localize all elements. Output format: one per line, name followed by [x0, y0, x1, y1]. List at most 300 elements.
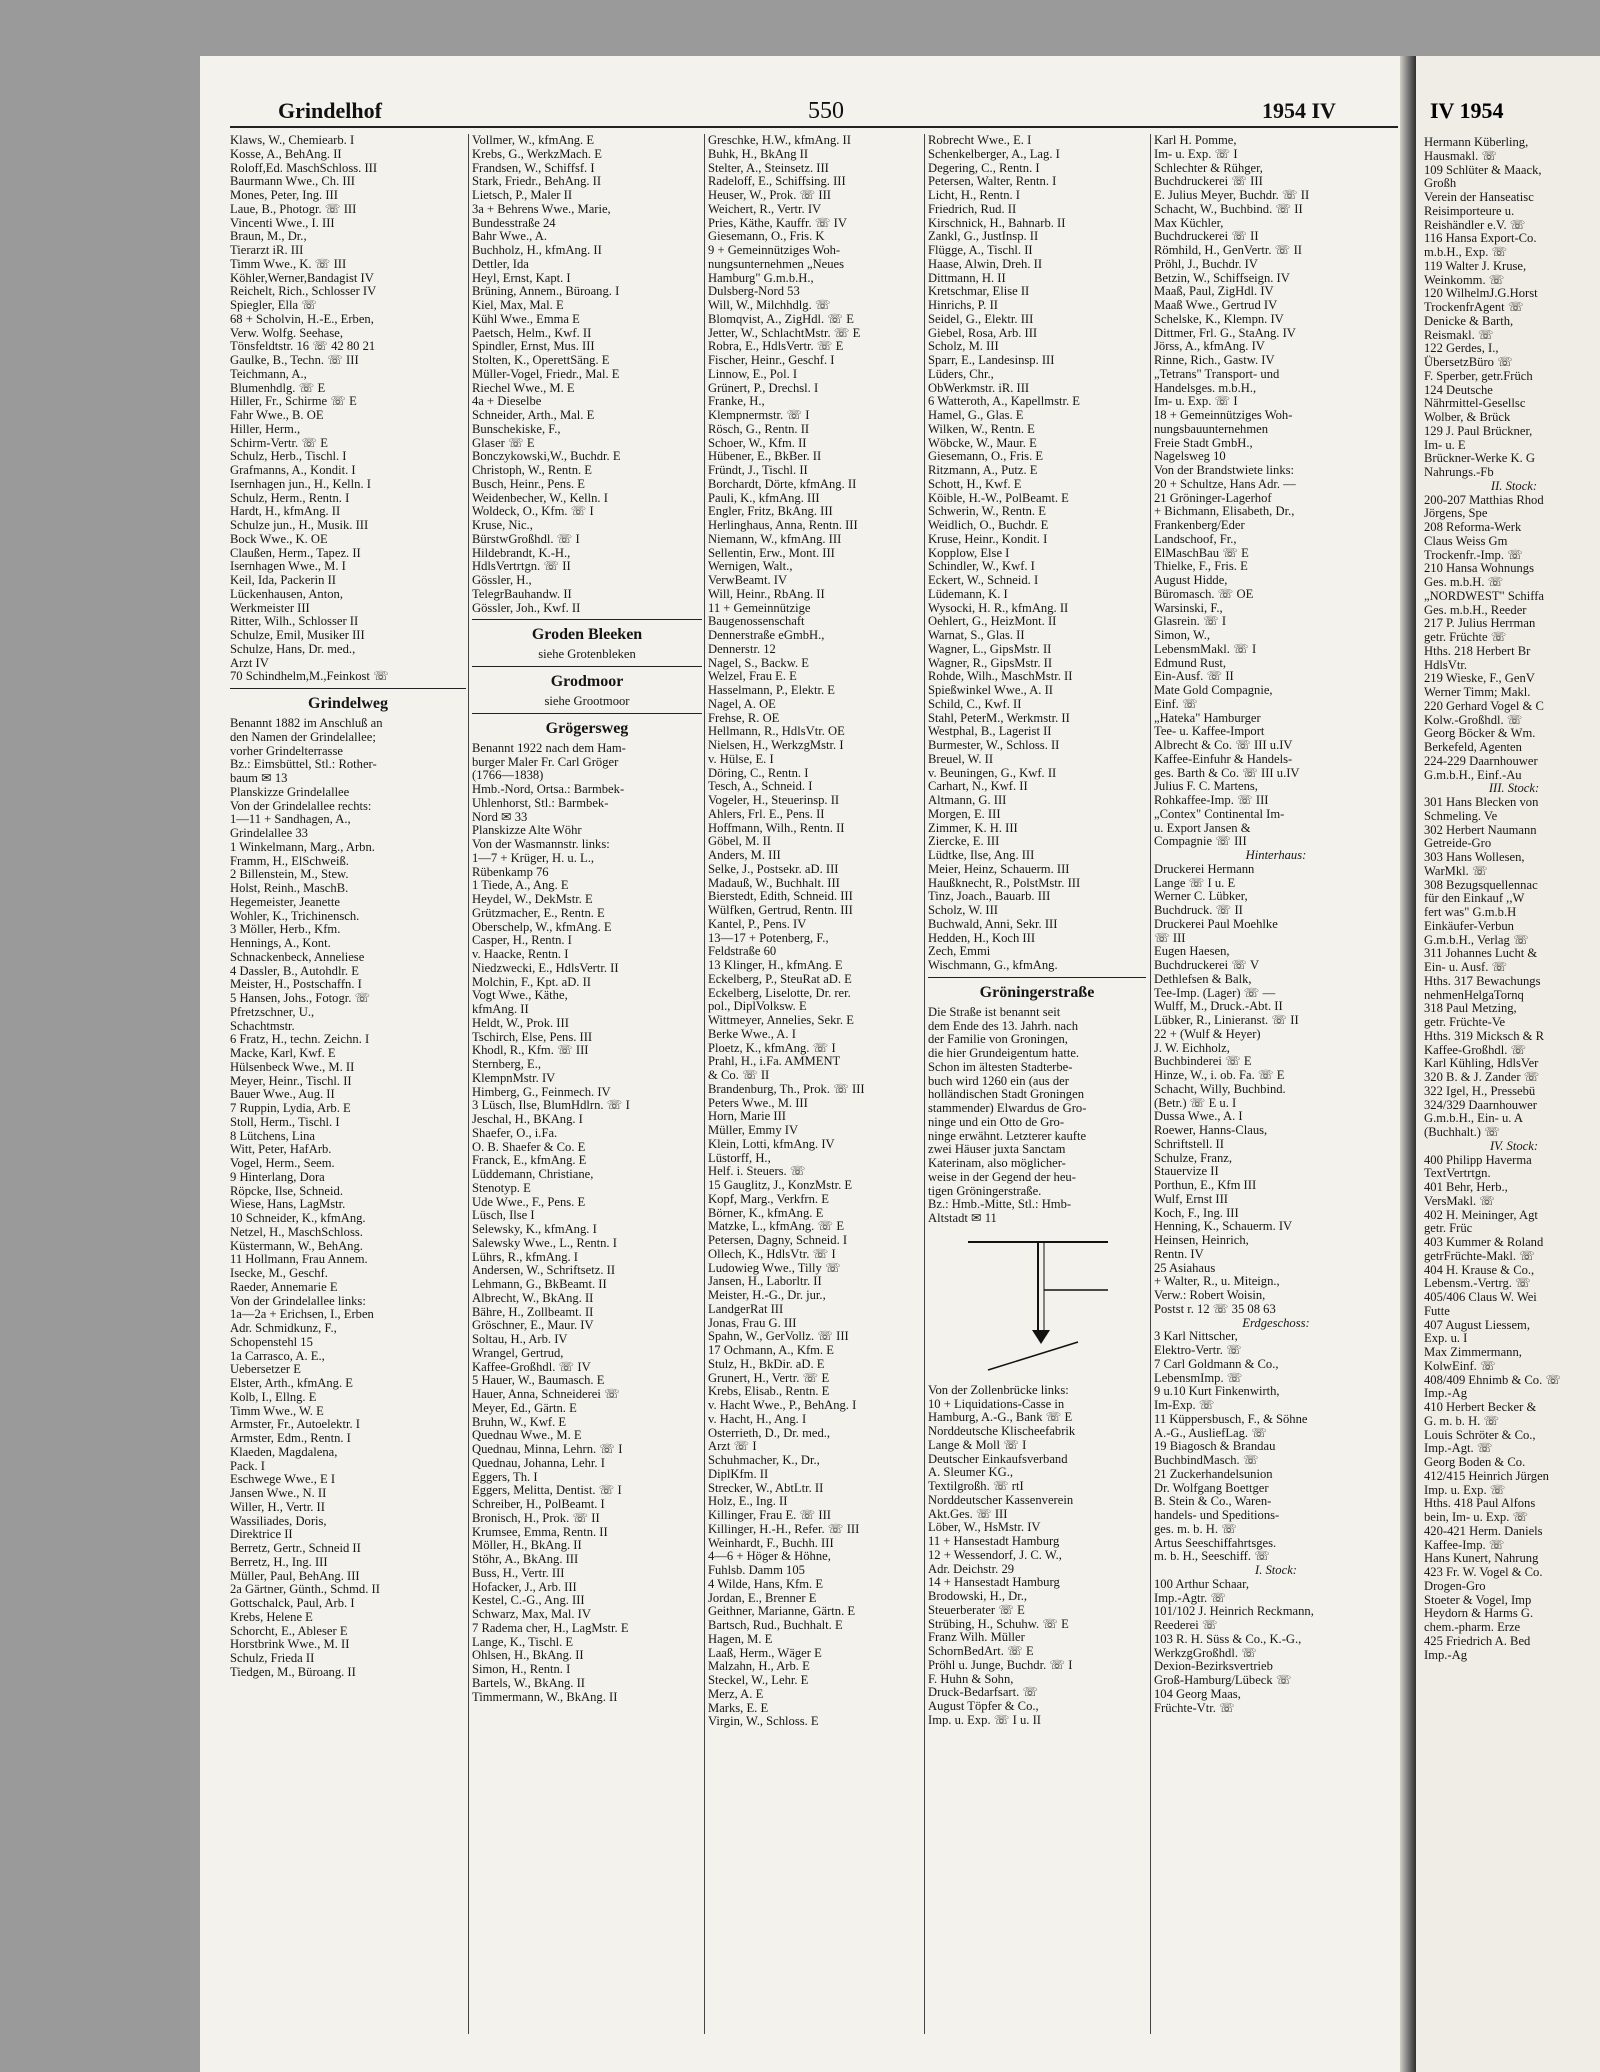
directory-entry-line: 11 Hollmann, Frau Annem.: [230, 1252, 368, 1267]
directory-entry-line: siehe Grotenbleken: [538, 647, 636, 662]
directory-entry-line: Schuhmacher, K., Dr.,: [708, 1453, 820, 1467]
directory-entry-line: Eggers, Th. I: [472, 1469, 538, 1484]
directory-entry-line: Frankenberg/Eder: [1154, 518, 1245, 532]
directory-entry-line: Müller-Vogel, Friedr., Mal. E: [472, 366, 620, 381]
directory-entry-line: HdlsVertrtgn. ☏ II: [472, 559, 571, 574]
directory-entry-line: Breuel, W. II: [928, 751, 994, 766]
directory-entry-line: Fahr Wwe., B. OE: [230, 408, 324, 422]
directory-entry-line: Imp. u. Exp. ☏: [1424, 1482, 1506, 1497]
directory-entry-line: Benannt 1922 nach dem Ham-: [472, 740, 626, 755]
directory-entry-line: Dulsberg-Nord 53: [708, 284, 800, 299]
directory-entry-line: Stolten, K., OperettSäng. E: [472, 353, 610, 367]
directory-entry-line: u. Export Jansen &: [1154, 820, 1251, 835]
directory-entry-line: Schopenstehl 15: [230, 1334, 313, 1349]
directory-entry-line: Schlechter & Rühger,: [1154, 160, 1263, 175]
directory-entry-line: Gaulke, B., Techn. ☏ III: [230, 353, 359, 367]
directory-entry-line: Feldstraße 60: [708, 944, 777, 959]
directory-entry-line: getr. Früc: [1424, 1221, 1473, 1236]
directory-entry-line: Wöbcke, W., Maur. E: [928, 435, 1037, 450]
directory-entry-line: Prahl, H., i.Fa. AMMENT: [708, 1054, 841, 1069]
directory-entry-line: II. Stock:: [1490, 478, 1538, 493]
directory-entry-line: Buchdruckerei ☏ II: [1154, 229, 1259, 244]
directory-entry-line: Werkmeister III: [230, 600, 310, 615]
directory-entry-line: Horn, Marie III: [708, 1109, 786, 1124]
directory-entry-line: Küstermann, W., BehAng.: [230, 1238, 363, 1253]
directory-entry-line: Im-Exp. ☏: [1154, 1398, 1215, 1412]
directory-entry-line: weise in der Gegend der heu-: [928, 1169, 1076, 1184]
directory-entry-line: Glaser ☏ E: [472, 435, 535, 450]
directory-entry-line: Hülsenbeck Wwe., M. II: [230, 1059, 355, 1074]
directory-entry-line: Buchdruckerei ☏ V: [1154, 958, 1260, 972]
directory-entry-line: Anders, M. III: [708, 848, 781, 862]
directory-entry-line: Meyer, Heinr., Tischl. II: [230, 1073, 352, 1088]
directory-entry-line: 3a + Behrens Wwe., Marie,: [472, 201, 611, 216]
directory-entry-line: ☏ III: [1154, 930, 1186, 945]
directory-entry-line: Raeder, Annemarie E: [230, 1279, 338, 1294]
directory-entry-line: handels- und Speditions-: [1154, 1508, 1280, 1522]
directory-entry-line: Römhild, H., GenVertr. ☏ II: [1154, 243, 1302, 257]
directory-entry-line: Berretz, H., Ing. III: [230, 1554, 328, 1569]
directory-entry-line: Burmester, W., Schloss. II: [928, 738, 1060, 752]
page-number: 550: [808, 98, 844, 124]
directory-entry-line: Khodl, R., Kfm. ☏ III: [472, 1043, 589, 1058]
directory-entry-line: Krebs, Elisab., Rentn. E: [708, 1384, 830, 1399]
directory-entry-line: 10 Schneider, K., kfmAng.: [230, 1211, 366, 1225]
directory-entry-line: Blomqvist, A., ZigHdl. ☏ E: [708, 311, 854, 326]
directory-entry-line: Ritter, Wilh., Schlosser II: [230, 614, 359, 629]
directory-entry-line: Giesemann, O., Fris. K: [708, 229, 825, 244]
directory-entry-line: zwei Häuser juxta Sanctam: [928, 1142, 1066, 1157]
directory-entry-line: Imp.-Ag: [1424, 1647, 1468, 1662]
directory-entry-line: Welzel, Frau E. E: [708, 669, 797, 684]
directory-entry-line: HdlsVtr.: [1424, 657, 1468, 672]
directory-entry-line: Tesch, A., Schneid. I: [708, 779, 813, 794]
directory-entry-line: Tee- u. Kaffee-Import: [1154, 724, 1265, 739]
directory-entry-line: Robra, E., HdlsVertr. ☏ E: [708, 339, 844, 354]
directory-entry-line: tigen Gröningerstraße.: [928, 1183, 1042, 1198]
directory-entry-line: Norddeutscher Kassenverein: [928, 1492, 1074, 1507]
directory-entry-line: m.b.H., Exp. ☏: [1424, 245, 1508, 259]
directory-entry-line: Krumsee, Emma, Rentn. II: [472, 1524, 608, 1539]
directory-entry-line: 2a Gärtner, Günth., Schmd. II: [230, 1582, 380, 1597]
directory-entry-line: Strübing, H., Schuhw. ☏ E: [928, 1616, 1069, 1631]
directory-entry-line: Isecke, M., Geschf.: [230, 1266, 328, 1280]
directory-entry-line: 120 WilhelmJ.G.Horst: [1424, 286, 1538, 301]
directory-entry-line: Schacht, Willy, Buchbind.: [1154, 1081, 1286, 1096]
directory-entry-line: Stahl, PeterM., Werkmstr. II: [928, 710, 1070, 725]
directory-entry-line: Lübker, R., Linieranst. ☏ II: [1154, 1013, 1299, 1027]
directory-entry-line: Textilgroßh. ☏ rtI: [928, 1479, 1024, 1493]
directory-entry-line: 425 Friedrich A. Bed: [1424, 1633, 1531, 1648]
directory-entry-line: Hauer, Anna, Schneiderei ☏: [472, 1387, 620, 1401]
directory-entry-line: Horstbrink Wwe., M. II: [230, 1637, 350, 1652]
directory-entry-line: Hiller, Fr., Schirme ☏ E: [230, 394, 357, 409]
directory-entry-line: Gössler, H.,: [472, 573, 532, 587]
directory-entry-line: burger Maler Fr. Carl Gröger: [472, 754, 619, 769]
directory-entry-line: Schulz, Herb., Tischl. I: [230, 449, 347, 464]
directory-entry-line: Shaefer, O., i.Fa.: [472, 1125, 558, 1140]
directory-entry-line: Schriftstell. II: [1154, 1136, 1224, 1151]
directory-entry-line: Ein-Ausf. ☏ II: [1154, 669, 1234, 684]
directory-entry-line: Morgen, E. III: [928, 806, 1001, 821]
directory-entry-line: Brüning, Annem., Büroang. I: [472, 284, 620, 299]
directory-entry-line: Max Küchler,: [1154, 215, 1224, 230]
directory-entry-line: 423 Fr. W. Vogel & Co.: [1424, 1565, 1543, 1579]
directory-entry-line: 208 Reforma-Werk: [1424, 520, 1522, 534]
directory-entry-line: Stark, Friedr., BehAng. II: [472, 174, 602, 189]
directory-entry-line: Lüders, Chr.,: [928, 366, 994, 381]
directory-entry-line: (Buchhalt.) ☏: [1424, 1125, 1500, 1139]
directory-entry-line: Spießwinkel Wwe., A. II: [928, 683, 1053, 697]
directory-entry-line: 122 Gerdes, I.,: [1424, 341, 1499, 356]
directory-entry-line: Früchte-Vtr. ☏: [1154, 1700, 1235, 1715]
directory-entry-line: Kaffee-Einfuhr & Handels-: [1154, 751, 1293, 766]
directory-entry-line: III. Stock:: [1488, 781, 1540, 796]
directory-entry-line: G.m.b.H., Ein- u. A: [1424, 1111, 1523, 1126]
directory-entry-line: 18 + Gemeinnütziges Woh-: [1154, 408, 1293, 422]
directory-entry-line: ElMaschBau ☏ E: [1154, 545, 1249, 560]
directory-entry-line: Georg Böcker & Wm.: [1424, 726, 1536, 741]
book-gutter: [1400, 56, 1416, 2072]
directory-entry-line: 1a—2a + Erichsen, I., Erben: [230, 1307, 374, 1322]
directory-entry-line: Kopplow, Else I: [928, 545, 1010, 560]
directory-entry-line: Hedden, H., Koch III: [928, 930, 1036, 945]
directory-entry-line: 324/329 Daarnhouwer: [1424, 1097, 1537, 1112]
directory-entry-line: Hinterhaus:: [1245, 848, 1307, 862]
directory-entry-line: Albrecht, W., BkAng. II: [472, 1290, 594, 1305]
directory-entry-line: Meier, Heinz, Schauerm. III: [928, 861, 1070, 876]
directory-entry-line: v. Beuningen, G., Kwf. II: [928, 765, 1057, 780]
directory-entry-line: 14 + Hansestadt Hamburg: [928, 1575, 1060, 1590]
directory-entry-line: I. Stock:: [1255, 1563, 1297, 1577]
directory-entry-line: Nahrungs.-Fb: [1424, 465, 1494, 479]
directory-entry-line: Bronisch, H., Prok. ☏ II: [472, 1510, 600, 1525]
column-divider: [1150, 134, 1151, 2034]
directory-entry-line: Heydorn & Harms G.: [1424, 1606, 1534, 1621]
directory-entry-line: Schacht, W., Buchbind. ☏ II: [1154, 201, 1303, 216]
directory-entry-line: Vincenti Wwe., I. III: [230, 215, 335, 230]
directory-entry-line: TextVertrtgn.: [1424, 1166, 1491, 1181]
directory-entry-line: 119 Walter J. Kruse,: [1424, 258, 1527, 273]
directory-entry-line: 1 Winkelmann, Marg., Arbn.: [230, 839, 375, 854]
directory-entry-line: 101/102 J. Heinrich Reckmann,: [1154, 1604, 1314, 1619]
directory-entry-line: Lehmann, G., BkBeamt. II: [472, 1277, 607, 1291]
directory-entry-line: Döring, C., Rentn. I: [708, 765, 809, 780]
column-divider: [468, 134, 469, 2034]
directory-entry-line: Heinsen, Heinrich,: [1154, 1233, 1249, 1247]
directory-entry-line: Matzke, L., kfmAng. ☏ E: [708, 1219, 845, 1234]
directory-entry-line: Von der Grindelallee rechts:: [230, 798, 372, 813]
directory-entry-line: Ploetz, K., kfmAng. ☏ I: [708, 1040, 836, 1055]
directory-entry-line: nehmenHelgaTornq: [1424, 987, 1524, 1002]
directory-entry-line: Schachtmstr.: [230, 1018, 295, 1033]
directory-entry-line: siehe Grootmoor: [544, 694, 630, 708]
directory-entry-line: Bartsch, Rud., Buchhalt. E: [708, 1618, 843, 1632]
directory-entry-line: LandgerRat III: [708, 1301, 784, 1316]
directory-entry-line: Bauer Wwe., Aug. II: [230, 1087, 335, 1102]
directory-entry-line: Scholz, W. III: [928, 903, 998, 917]
directory-entry-line: 17 Ochmann, A., Kfm. E: [708, 1343, 834, 1357]
directory-entry-line: 11 + Hansestadt Hamburg: [928, 1534, 1060, 1548]
directory-entry-line: Meyer, Ed., Gärtn. E: [472, 1400, 577, 1415]
directory-entry-line: Sparr, E., Landesinsp. III: [928, 353, 1055, 367]
street-heading-grindelweg: Grindelweg: [230, 688, 466, 715]
directory-entry-line: Landschoof, Fr.,: [1154, 531, 1237, 546]
directory-entry-line: Reisimporteure u.: [1424, 203, 1515, 218]
directory-entry-line: 401 Behr, Herb.,: [1424, 1180, 1508, 1194]
directory-entry-line: Zech, Emmi: [928, 944, 991, 959]
directory-entry-line: Jonas, Frau G. III: [708, 1315, 797, 1330]
directory-entry-line: Grafmanns, A., Kondit. I: [230, 463, 356, 477]
directory-entry-line: Maaß, Paul, ZigHdl. IV: [1154, 284, 1274, 299]
directory-entry-line: Bundesstraße 24: [472, 215, 556, 230]
directory-entry-line: Haase, Alwin, Dreh. II: [928, 256, 1043, 271]
directory-entry-line: Flügge, A., Tischl. II: [928, 243, 1033, 257]
directory-entry-line: Erdgeschoss:: [1242, 1315, 1310, 1330]
directory-entry-line: Koch, F., Ing. III: [1154, 1205, 1239, 1220]
groningerstrasse-entries-cont: [1154, 134, 1398, 1715]
directory-entry-line: 21 Zuckerhandelsunion: [1154, 1466, 1273, 1481]
directory-entry-line: BürstwGroßhdl. ☏ I: [472, 531, 580, 546]
directory-entry-line: Schulze, Franz,: [1154, 1150, 1232, 1165]
directory-entry-line: Kolb, I., Ellng. E: [230, 1389, 317, 1404]
directory-entry-line: Seidel, G., Elektr. III: [928, 311, 1034, 326]
directory-entry-line: Henning, K., Schauerm. IV: [1154, 1219, 1293, 1234]
directory-entry-line: Spindler, Ernst, Mus. III: [472, 339, 595, 354]
directory-entry-line: Arzt IV: [230, 655, 269, 670]
directory-entry-line: Im- u. E: [1424, 437, 1466, 452]
directory-entry-line: nungsbauunternehmen: [1154, 421, 1269, 436]
directory-entry-line: Werner Timm; Makl.: [1424, 685, 1531, 699]
directory-entry-line: Kiel, Max, Mal. E: [472, 298, 564, 312]
directory-entry-line: Lietsch, P., Maler II: [472, 188, 573, 202]
directory-entry-line: (Betr.) ☏ E u. I: [1154, 1095, 1237, 1110]
directory-entry-line: der Familie von Groningen,: [928, 1032, 1068, 1047]
directory-entry-line: Eckert, W., Schneid. I: [928, 573, 1039, 587]
directory-entry-line: Hths. 319 Micksch & R: [1424, 1028, 1544, 1043]
directory-entry-line: Soltau, H., Arb. IV: [472, 1332, 568, 1346]
directory-entry-line: Ritzmann, A., Putz. E: [928, 463, 1038, 477]
directory-entry-line: Schenkelberger, A., Lag. I: [928, 146, 1060, 161]
directory-entry-line: vorher Grindelterrasse: [230, 743, 343, 758]
directory-entry-line: Warnat, S., Glas. II: [928, 628, 1025, 642]
directory-entry-line: buch wird 1260 ein (aus der: [928, 1073, 1069, 1088]
directory-entry-line: Baugenossenschaft: [708, 614, 805, 629]
groningerstrasse-entries: [928, 1384, 1146, 1728]
directory-entry-line: Niemann, W., kfmAng. III: [708, 531, 842, 546]
directory-entry-line: Eckelberg, Liselotte, Dr. rer.: [708, 985, 851, 1000]
directory-entry-line: Fischer, Heinr., Geschf. I: [708, 353, 835, 367]
directory-entry-line: Schnackenbeck, Anneliese: [230, 949, 365, 964]
column-2: [472, 134, 702, 2064]
directory-entry-line: Timm Wwe., W. E: [230, 1403, 324, 1418]
directory-entry-line: Louis Schröter & Co.,: [1424, 1427, 1536, 1442]
directory-entry-line: Verw.: Robert Woisin,: [1154, 1288, 1266, 1302]
directory-entry-line: für den Einkauf ,,W: [1424, 891, 1525, 906]
directory-entry-line: Elektro-Vertr. ☏: [1154, 1343, 1242, 1357]
directory-entry-line: Lüdemann, K. I: [928, 586, 1008, 601]
groningerstrasse-description: [928, 1006, 1146, 1226]
directory-entry-line: Salewsky Wwe., L., Rentn. I: [472, 1235, 617, 1250]
directory-entry-line: Heldt, W., Prok. III: [472, 1015, 569, 1030]
directory-entry-line: 311 Johannes Lucht &: [1424, 946, 1538, 961]
directory-entry-line: Nährmittel-Gesellsc: [1424, 396, 1526, 411]
directory-entry-line: 403 Kummer & Roland: [1424, 1235, 1544, 1249]
directory-entry-line: TrockenfrAgent ☏: [1424, 300, 1524, 314]
directory-entry-line: m. b. H., Seeschiff. ☏: [1154, 1549, 1270, 1564]
directory-entry-line: Schneider, Arth., Mal. E: [472, 408, 595, 422]
directory-entry-line: 7 Ruppin, Lydia, Arb. E: [230, 1101, 351, 1115]
directory-entry-line: ObWerkmstr. iR. III: [928, 380, 1030, 395]
directory-entry-line: Selke, J., Postsekr. aD. III: [708, 861, 839, 876]
directory-entry-line: J. W. Eichholz,: [1154, 1040, 1230, 1055]
column-1: [230, 134, 466, 2064]
directory-entry-line: 404 H. Krause & Co.,: [1424, 1262, 1535, 1277]
directory-entry-line: Will, Heinr., RbAng. II: [708, 586, 825, 601]
directory-entry-line: 25 Asiahaus: [1154, 1260, 1216, 1275]
directory-entry-line: Köible, H.-W., PolBeamt. E: [928, 490, 1069, 505]
directory-entry-line: Freie Stadt GmbH.,: [1154, 435, 1253, 450]
directory-entry-line: 318 Paul Metzing,: [1424, 1001, 1517, 1016]
directory-entry-line: Lüddemann, Christiane,: [472, 1167, 594, 1181]
directory-entry-line: Kosse, A., BehAng. II: [230, 146, 342, 161]
directory-entry-line: 1—7 + Krüger, H. u. L.,: [472, 850, 595, 865]
directory-entry-line: Borchardt, Dörte, kfmAng. II: [708, 476, 857, 491]
directory-entry-line: Bunschekiske, F.,: [472, 421, 561, 436]
directory-entry-line: Buchdruck. ☏ II: [1154, 903, 1243, 917]
directory-entry-line: 200-207 Matthias Rhod: [1424, 492, 1544, 507]
directory-entry-line: Sellentin, Erw., Mont. III: [708, 545, 835, 560]
directory-entry-line: Riechel Wwe., M. E: [472, 380, 575, 395]
directory-entry-line: Im- u. Exp. ☏ I: [1154, 394, 1238, 409]
directory-entry-line: 402 H. Meininger, Agt: [1424, 1207, 1538, 1222]
directory-entry-line: Buss, H., Vertr. III: [472, 1565, 565, 1580]
directory-entry-line: Heydel, W., DekMstr. E: [472, 892, 593, 906]
directory-entry-line: Steckel, W., Lehr. E: [708, 1673, 809, 1687]
directory-entry-line: Imp. u. Exp. ☏ I u. II: [928, 1712, 1041, 1727]
directory-entry-line: Schulz, Frieda II: [230, 1651, 315, 1665]
directory-entry-line: Holst, Reinh., MaschB.: [230, 881, 349, 895]
directory-entry-line: Meister, H., Postschaffn. I: [230, 977, 362, 992]
directory-entry-line: Brodowski, H., Dr.,: [928, 1589, 1028, 1603]
directory-entry-line: Greschke, H.W., kfmAng. II: [708, 134, 851, 147]
directory-entry-line: Nord ✉ 33: [472, 809, 528, 824]
directory-entry-line: Köhler,Werner,Bandagist IV: [230, 270, 374, 285]
directory-entry-line: 400 Philipp Haverma: [1424, 1152, 1532, 1167]
directory-entry-line: Lüsch, Ilse I: [472, 1208, 535, 1223]
directory-entry-line: chem.-pharm. Erze: [1424, 1620, 1521, 1634]
directory-entry-line: 302 Herbert Naumann: [1424, 822, 1537, 837]
directory-entry-line: 407 August Liessem,: [1424, 1317, 1530, 1332]
directory-entry-line: v. Hacht Wwe., P., BehAng. I: [708, 1398, 857, 1412]
directory-entry-line: Klein, Lotti, kfmAng. IV: [708, 1136, 835, 1151]
directory-entry-line: (1766—1838): [472, 768, 544, 783]
directory-entry-line: 301 Hans Blecken von: [1424, 795, 1539, 809]
directory-entry-line: 20 + Schultze, Hans Adr. —: [1154, 476, 1296, 491]
directory-entry-line: Bartels, W., BkAng. II: [472, 1675, 585, 1690]
directory-entry-line: BuchbindMasch. ☏: [1154, 1453, 1259, 1467]
page-header-street: Grindelhof: [278, 98, 382, 123]
directory-entry-line: SchornBedArt. ☏ E: [928, 1644, 1034, 1658]
directory-entry-line: 7 Radema cher, H., LagMstr. E: [472, 1620, 629, 1635]
directory-entry-line: Trockenfr.-Imp. ☏: [1424, 547, 1523, 562]
directory-entry-line: 320 B. & J. Zander ☏: [1424, 1070, 1540, 1084]
directory-entry-line: Hermann Küberling,: [1424, 136, 1529, 149]
directory-entry-line: 13—17 + Potenberg, F.,: [708, 930, 829, 945]
directory-entry-line: Brandenburg, Th., Prok. ☏ III: [708, 1081, 865, 1096]
directory-entry-line: 219 Wieske, F., GenV: [1424, 671, 1535, 686]
directory-entry-line: Marks, E. E: [708, 1700, 769, 1715]
directory-entry-line: DiplKfm. II: [708, 1466, 769, 1481]
directory-entry-line: Bruhn, W., Kwf. E: [472, 1414, 567, 1429]
directory-entry-line: Frehse, R. OE: [708, 710, 780, 725]
directory-entry-line: KolwEinf. ☏: [1424, 1358, 1496, 1373]
directory-entry-line: TelegrBauhandw. II: [472, 586, 572, 601]
directory-entry-line: F. Huhn & Sohn,: [928, 1671, 1014, 1686]
directory-entry-line: Löber, W., HsMstr. IV: [928, 1520, 1041, 1535]
directory-entry-line: Killinger, H.-H., Refer. ☏ III: [708, 1521, 860, 1536]
directory-entry-line: Simon, H., Rentn. I: [472, 1662, 571, 1676]
directory-entry-line: Stenotyp. E: [472, 1180, 531, 1195]
directory-entry-line: VersMakl. ☏: [1424, 1193, 1496, 1208]
directory-entry-line: Wülfken, Gertrud, Rentn. III: [708, 903, 853, 917]
directory-entry-line: Klaws, W., Chemiearb. I: [230, 134, 355, 147]
directory-entry-line: Eugen Haesen,: [1154, 944, 1230, 959]
directory-entry-line: Rentn. IV: [1154, 1246, 1204, 1261]
directory-entry-line: Thielke, F., Fris. E: [1154, 559, 1248, 574]
directory-entry-line: Armster, Edm., Rentn. I: [230, 1431, 351, 1445]
directory-entry-line: Jansen Wwe., N. II: [230, 1486, 327, 1500]
directory-entry-line: Hamel, G., Glas. E: [928, 408, 1024, 422]
directory-entry-line: Stelter, A., Steinsetz. III: [708, 160, 829, 175]
directory-entry-line: Schwarz, Max, Mal. IV: [472, 1607, 591, 1621]
directory-entry-line: Altmann, G. III: [928, 793, 1007, 807]
directory-entry-line: Krebs, Helene E: [230, 1609, 313, 1624]
directory-entry-line: Dexion-Bezirksvertrieb: [1154, 1659, 1273, 1674]
directory-entry-line: Hennings, A., Kont.: [230, 936, 331, 950]
directory-entry-line: Artus Seeschiffahrtsges.: [1154, 1535, 1277, 1550]
grindelhof-entries: [230, 134, 466, 684]
directory-entry-line: Wilken, W., Rentn. E: [928, 421, 1035, 436]
directory-entry-line: Imp.-Ag: [1424, 1386, 1468, 1401]
directory-entry-line: Reederei ☏: [1154, 1618, 1218, 1632]
directory-entry-line: Kruse, Heinr., Kondit. I: [928, 531, 1048, 546]
directory-entry-line: F. Sperber, getr.Früch: [1424, 368, 1533, 383]
directory-entry-line: Peters Wwe., M. III: [708, 1095, 808, 1110]
directory-entry-line: Klaeden, Magdalena,: [230, 1444, 338, 1459]
directory-entry-line: Jörss, A., kfmAng. IV: [1154, 339, 1265, 354]
directory-entry-line: 100 Arthur Schaar,: [1154, 1576, 1249, 1591]
directory-entry-line: Friedrich, Rud. II: [928, 201, 1017, 216]
directory-entry-line: 408/409 Ehnimb & Co. ☏: [1424, 1372, 1562, 1387]
directory-entry-line: Von der Brandstwiete links:: [1154, 463, 1295, 477]
directory-entry-line: Himberg, G., Feinmech. IV: [472, 1084, 611, 1099]
directory-entry-line: 13 Klinger, H., kfmAng. E: [708, 958, 843, 972]
directory-entry-line: Linnow, E., Pol. I: [708, 366, 798, 381]
directory-entry-line: Wagner, R., GipsMstr. II: [928, 655, 1053, 670]
directory-entry-line: Großh: [1424, 176, 1457, 191]
directory-entry-line: Lüstorff, H.,: [708, 1150, 771, 1165]
directory-entry-line: Buchwald, Anni, Sekr. III: [928, 916, 1058, 931]
directory-entry-line: Claus Weiss Gm: [1424, 533, 1508, 548]
directory-entry-line: Strecker, W., AbtLtr. II: [708, 1480, 824, 1495]
directory-entry-line: Buhk, H., BkAng II: [708, 146, 809, 161]
directory-entry-line: Hildebrandt, K.-H.,: [472, 545, 571, 560]
directory-entry-line: holländischen Stadt Groningen: [928, 1087, 1084, 1102]
directory-entry-line: Haußknecht, R., PolstMstr. III: [928, 875, 1081, 890]
directory-entry-line: Scholz, M. III: [928, 339, 999, 354]
directory-entry-line: Kopf, Marg., Verkfrn. E: [708, 1191, 829, 1206]
